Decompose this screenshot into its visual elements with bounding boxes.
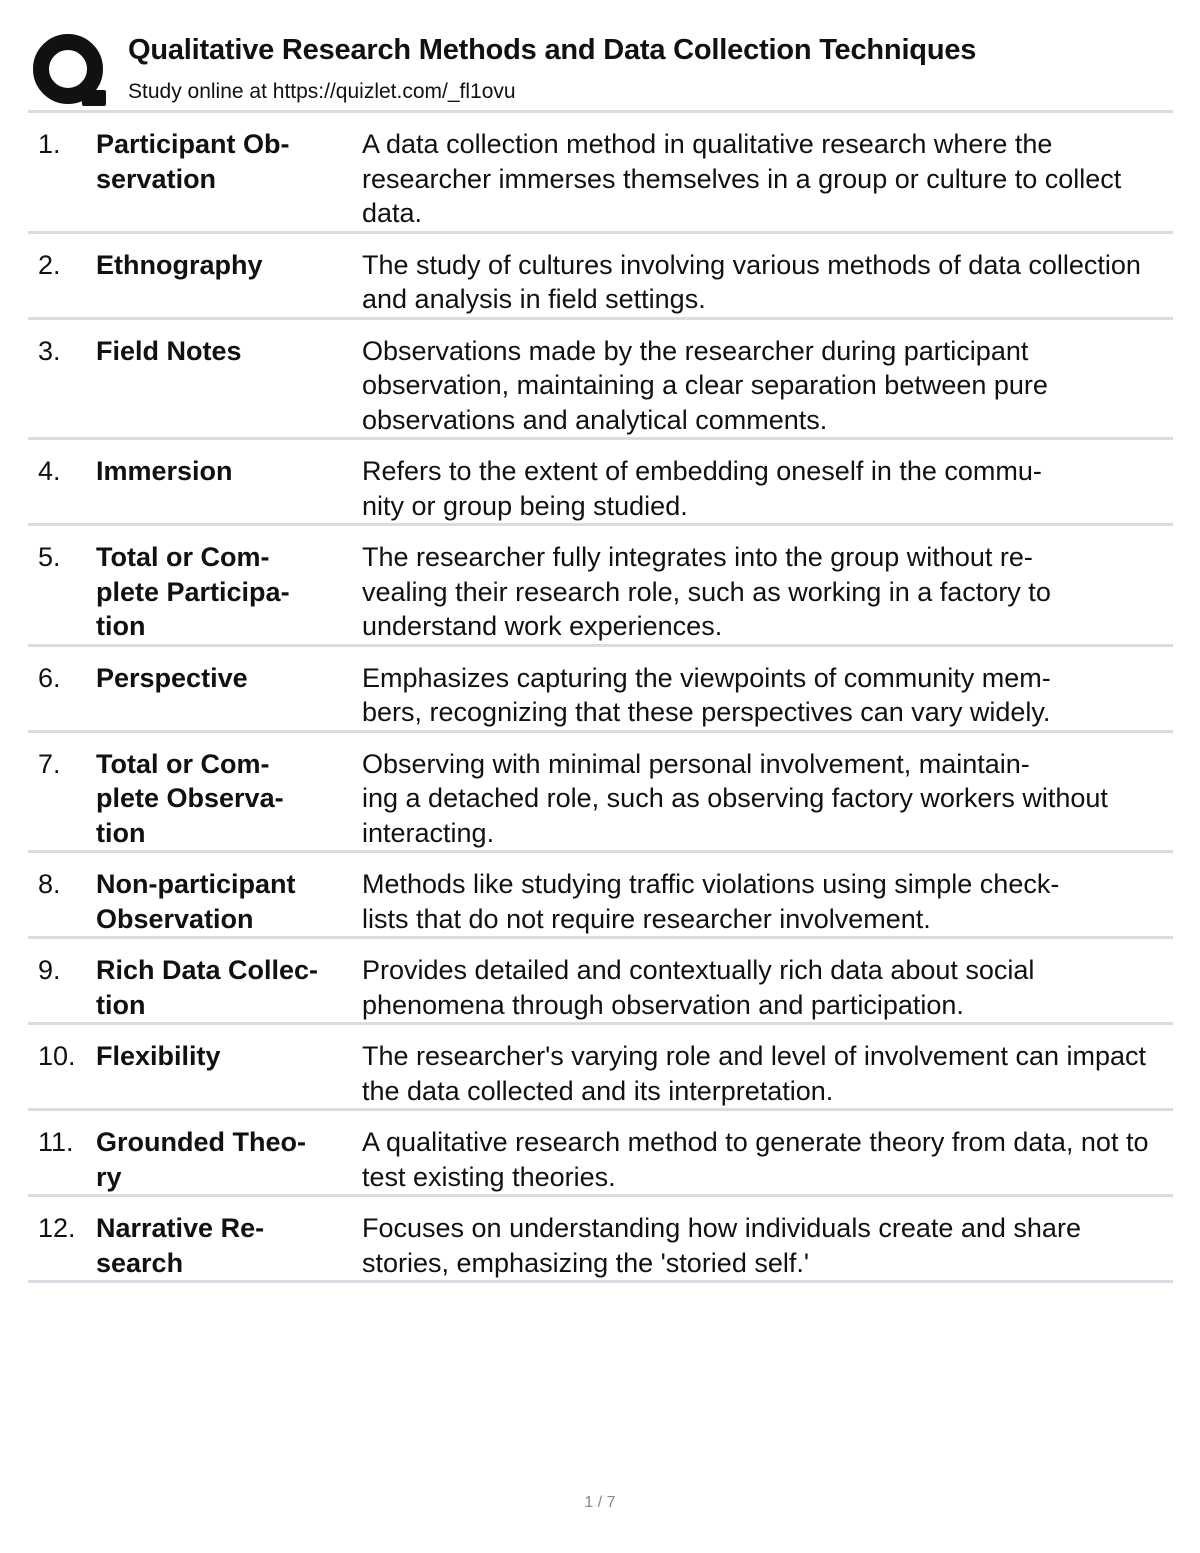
term-name: Participant Ob- servation [96, 129, 290, 194]
terms-list [28, 113, 1173, 1283]
term-row [28, 853, 1173, 939]
term-name: Perspective [96, 662, 248, 693]
term-row [28, 113, 1173, 234]
term-number: 12. [38, 1213, 76, 1243]
term-name: Non-participant Observation [96, 869, 296, 934]
page-indicator: 1 / 7 [584, 1494, 616, 1511]
term-definition: A data collection method in qualitative research where the researcher immerses themselves in a group or culture to collect data. [362, 129, 1122, 228]
term-row [28, 733, 1173, 854]
term-definition: Observing with minimal personal involvement, maintain- ing a detached role, such as observing factory workers without interacting. [362, 748, 1108, 848]
term-number: 2. [38, 249, 61, 280]
term-number: 6. [38, 662, 61, 693]
term-number: 1. [38, 129, 61, 159]
term-name: Total or Com- plete Participa- tion [96, 542, 290, 641]
term-row [28, 234, 1173, 320]
term-definition: Focuses on understanding how individuals create and share stories, emphasizing the 'storied self.' [362, 1213, 1081, 1278]
term-name: Flexibility [96, 1041, 221, 1071]
term-definition: Methods like studying traffic violations using simple check- lists that do not require researcher involvement. [362, 869, 1060, 934]
term-number: 10. [38, 1041, 76, 1071]
term-definition: The researcher fully integrates into the group without re- vealing their research role, such as working in a factory to understand work experiences. [362, 542, 1051, 641]
term-number: 4. [38, 456, 61, 486]
term-number: 5. [38, 542, 61, 572]
term-row [28, 1197, 1173, 1283]
term-definition: Observations made by the researcher during participant observation, maintaining a clear separation between pure observations and analytical comments. [362, 335, 1048, 435]
term-number: 11. [38, 1127, 74, 1157]
term-definition: Emphasizes capturing the viewpoints of community mem- bers, recognizing that these perspectives can vary widely. [362, 662, 1051, 727]
term-row [28, 647, 1173, 733]
term-name: Ethnography [96, 249, 263, 280]
term-name: Narrative Re- search [96, 1213, 265, 1278]
term-number: 8. [38, 869, 61, 899]
term-name: Rich Data Collec- tion [96, 955, 319, 1020]
term-number: 9. [38, 955, 61, 985]
term-name: Total or Com- plete Observa- tion [96, 748, 284, 848]
term-definition: The researcher's varying role and level of involvement can impact the data collected and its interpretation. [362, 1041, 1147, 1106]
term-definition: Provides detailed and contextually rich data about social phenomena through observation and participation. [362, 955, 1035, 1020]
document-title: Qualitative Research Methods and Data Collection Techniques [128, 34, 977, 66]
term-number: 7. [38, 748, 61, 779]
term-row [28, 440, 1173, 526]
term-row [28, 1111, 1173, 1197]
quizlet-logo-icon [30, 32, 108, 108]
term-name: Grounded Theo- ry [96, 1127, 306, 1192]
term-definition: A qualitative research method to generate theory from data, not to test existing theories. [362, 1127, 1149, 1192]
term-name: Immersion [96, 456, 233, 486]
study-online-link[interactable]: Study online at https://quizlet.com/_fl1ovu [128, 80, 516, 103]
term-definition: Refers to the extent of embedding oneself in the commu- nity or group being studied. [362, 456, 1042, 521]
term-row [28, 939, 1173, 1025]
term-row [28, 526, 1173, 647]
document-header [28, 28, 1173, 112]
term-definition: The study of cultures involving various methods of data collection and analysis in field settings. [362, 249, 1141, 314]
term-row [28, 1025, 1173, 1111]
term-name: Field Notes [96, 335, 242, 366]
term-number: 3. [38, 335, 61, 366]
term-row [28, 320, 1173, 441]
